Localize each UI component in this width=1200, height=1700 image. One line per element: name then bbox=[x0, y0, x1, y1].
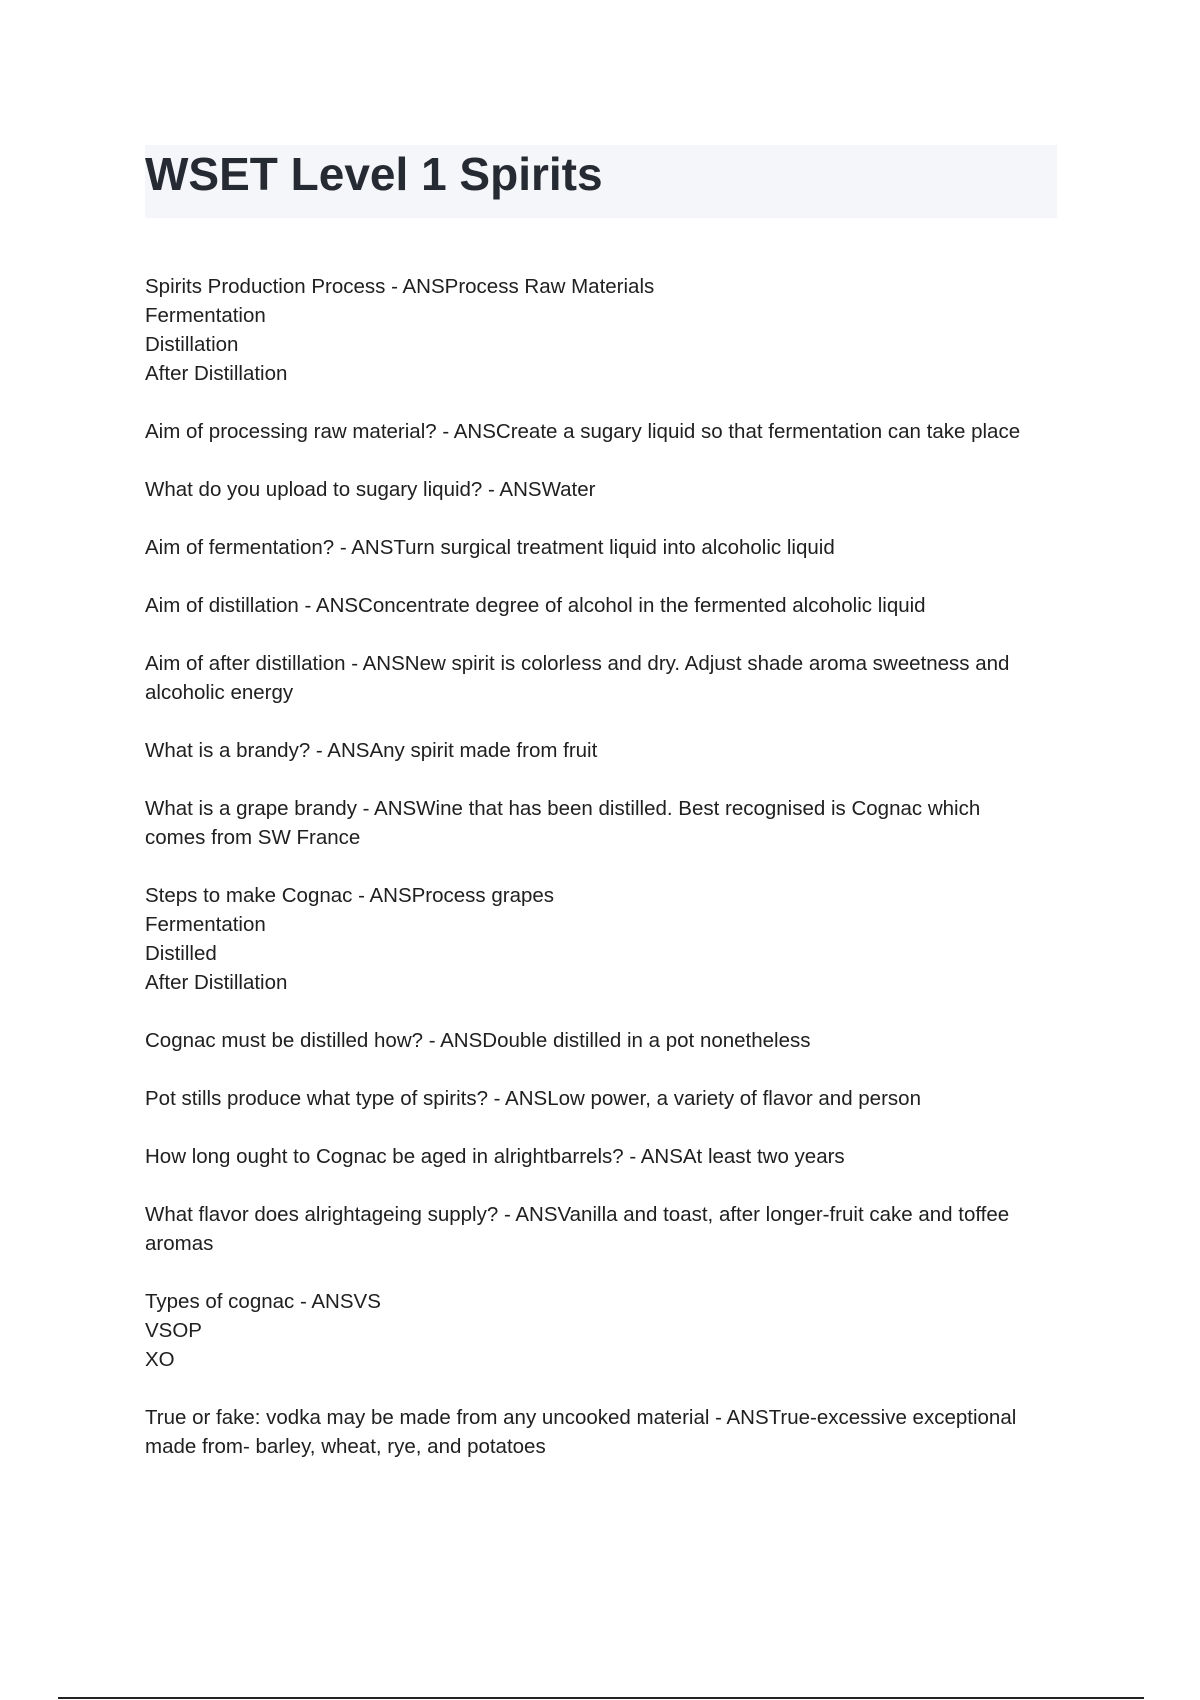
qa-text: Cognac must be distilled how? - ANSDouble distilled in a pot nonetheless bbox=[145, 1029, 811, 1052]
qa-continuation-line: XO bbox=[145, 1348, 175, 1371]
document-title: WSET Level 1 Spirits bbox=[145, 148, 603, 200]
document-body bbox=[145, 272, 1045, 1461]
qa-entry bbox=[145, 1200, 1045, 1258]
qa-entry bbox=[145, 417, 1045, 446]
qa-entry bbox=[145, 1026, 1045, 1055]
qa-text: How long ought to Cognac be aged in alrightbarrels? - ANSAt least two years bbox=[145, 1145, 845, 1168]
qa-text: What is a brandy? - ANSAny spirit made from fruit bbox=[145, 739, 598, 762]
qa-text: Spirits Production Process - ANSProcess Raw Materials bbox=[145, 275, 655, 298]
qa-text: Types of cognac - ANSVS bbox=[145, 1290, 381, 1313]
qa-text: True or fake: vodka may be made from any uncooked material - ANSTrue-excessive exceptional made from- barley, wheat, rye, and potatoes bbox=[145, 1406, 1022, 1458]
qa-entry bbox=[145, 475, 1045, 504]
qa-entry bbox=[145, 736, 1045, 765]
qa-entry bbox=[145, 1084, 1045, 1113]
qa-text: What is a grape brandy - ANSWine that has been distilled. Best recognised is Cognac which comes from SW France bbox=[145, 797, 986, 849]
qa-entry bbox=[145, 794, 1045, 852]
qa-text: Aim of after distillation - ANSNew spirit is colorless and dry. Adjust shade aroma sweetness and alcoholic energy bbox=[145, 652, 1016, 704]
qa-text: Aim of processing raw material? - ANSCreate a sugary liquid so that fermentation can take place bbox=[145, 420, 1021, 443]
qa-entry bbox=[145, 649, 1045, 707]
qa-text: Pot stills produce what type of spirits? - ANSLow power, a variety of flavor and person bbox=[145, 1087, 921, 1110]
qa-entry bbox=[145, 272, 1045, 388]
qa-continuation-line: Distilled bbox=[145, 942, 217, 965]
qa-continuation-line: After Distillation bbox=[145, 362, 288, 385]
qa-entry bbox=[145, 1403, 1045, 1461]
qa-text: What do you upload to sugary liquid? - ANSWater bbox=[145, 478, 596, 501]
qa-entry bbox=[145, 591, 1045, 620]
qa-entry bbox=[145, 533, 1045, 562]
qa-continuation-line: VSOP bbox=[145, 1319, 202, 1342]
qa-continuation-line: Distillation bbox=[145, 333, 239, 356]
qa-text: Aim of distillation - ANSConcentrate degree of alcohol in the fermented alcoholic liquid bbox=[145, 594, 926, 617]
footer-divider bbox=[58, 1697, 1144, 1699]
qa-text: What flavor does alrightageing supply? - ANSVanilla and toast, after longer-fruit cake and toffee aromas bbox=[145, 1203, 1015, 1255]
qa-entry bbox=[145, 1142, 1045, 1171]
qa-text: Aim of fermentation? - ANSTurn surgical treatment liquid into alcoholic liquid bbox=[145, 536, 835, 559]
qa-entry bbox=[145, 881, 1045, 997]
qa-continuation-line: After Distillation bbox=[145, 971, 288, 994]
qa-entry bbox=[145, 1287, 1045, 1374]
qa-text: Steps to make Cognac - ANSProcess grapes bbox=[145, 884, 555, 907]
qa-continuation-line: Fermentation bbox=[145, 304, 266, 327]
qa-continuation-line: Fermentation bbox=[145, 913, 266, 936]
